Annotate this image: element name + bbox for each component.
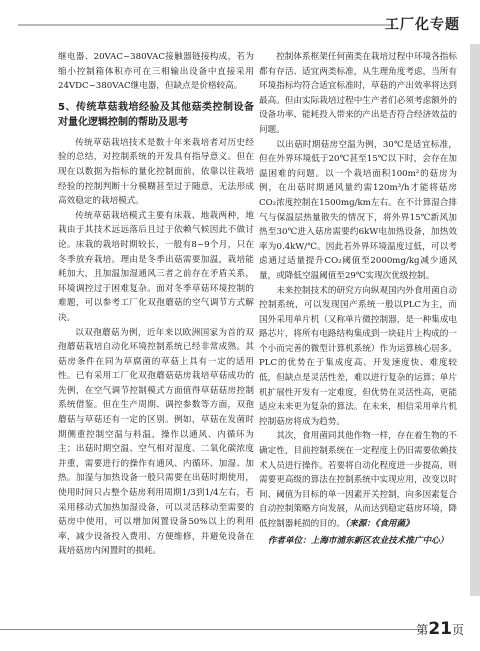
paragraph [259,429,457,531]
paragraph: 传统草菇栽培技术是数十年来栽培者对历史经验的总结，对控制系统的开发具有指导意义。但在现在以数据为指标的量化控制面前，依靠以往栽培经验的控制判断十分模糊甚至过于随意，无法形成高效稳定的栽培模式。 [58,137,254,207]
page-suffix: 页 [451,623,464,637]
page-footer [0,617,480,651]
footer-rule [0,629,422,630]
paragraph: 传统草菇栽培模式主要有床栽、地栽两种，地栽由于其技术远远落后且过于依赖气候因此不做讨论。床栽的栽培时期较长，一般有8~9个月，只在冬季放弃栽培。理由是冬季出菇需要加温，栽培能耗加大，且加温加湿通风三者之前存在矛盾关系，环境调控过于困难复杂。面对冬季草菇环境控制的难题，可以参考工厂化双孢蘑菇的空气调节方式解决。 [58,210,254,323]
section-heading: 5、传统草菇栽培经验及其他菇类控制设备对量化逻辑控制的帮助及思考 [58,101,254,128]
section-title: 工厂化专题 [385,17,460,33]
page-number-value: 21 [428,619,452,639]
source-name: 《食用菌》 [375,519,414,529]
paragraph: 未来控制技术的研究方向纵观国内外食用菌自动控制系统，可以发现国产系统一般以PLC为主，而国外采用单片机（又称单片微控制器，是一种集成电路芯片，将所有电路结构集成到一块硅片上构成的一个小而完善的微型计算机系统）作为运算核心居多。PLC的优势在于集成度高、开发速度快、难度较低，但缺点是灵活性差，难以进行复杂的运算；单片机扩展性开发有一定难度，但优势在灵活性高，更能适应未来更为复杂的算法。在未来，相信采用单片机控制菇房将成为趋势。 [259,285,457,427]
page-prefix: 第 [416,623,429,637]
paragraph: 控制体系框架任何菌类在栽培过程中环境各指标都有存活、适宜两类标准，从生理角度考虑，当所有环境指标均符合适宜标准时，草菇的产出效率将达到最高。但由实际栽培过程中生产者们必须考虑额外的设备功率、能耗投入带来的产出是否符合经济效益的问题。 [259,52,457,135]
page-header [0,0,480,40]
header-rule [18,24,394,26]
page-number [416,619,464,639]
left-column [58,50,254,559]
margin-bar [470,44,480,596]
paragraph: 以双孢蘑菇为例，近年来以欧洲国家为首的双孢蘑菇栽培自动化环境控制系统已经非常成熟。其菇房条件在同为草腐菌的草菇上具有一定的适用性。已有采用工厂化双孢蘑菇菇房栽培草菇成功的先例，在空气调节控制模式方面值得草菇菇房控制系统借鉴。但在生产周期、调控参数等方面，双孢蘑菇与草菇还有一定的区别。例如，草菇在发菌时期侧重控制空温与料温，操作以通风、内循环为主；出菇时期空温、空气相对湿度、二氧化碳浓度并重，需要进行的操作有通风、内循环、加湿、加热。加湿与加热设备一般只需要在出菇时期使用，使用时间只占整个菇房利用周期1/3到1/4左右，若采用移动式加热加湿设备，可以灵活移动至需要的菇房中使用，可以增加闲置设备50%以上的利用率，减少设备投入费用、方便维修，并避免设备在栽培菇房内闲置时的损耗。 [58,327,254,557]
paragraph: 继电器、20VAC~380VAC接触器链接构成，若为缩小控制箱体积亦可在三相输出设备中直接采用24VDC~380VAC继电器，但缺点是价格较高。 [58,52,254,92]
paragraph: 以出菇时期菇房空温为例，30℃是适宜标准，但在外界环境低于20℃甚至15℃以下时，会存在加温困难的问题。以一个栽培面积100m²的菇房为例，在出菇时期通风量约需120m³/h才能将菇房CO₂浓度控制在1500mg/km左右。在不计算湿合排气与保温层热量散失的情况下，将外界15℃新风加热至30℃进入菇房需要约6kW电加热设备，加热效率为0.4kW/℃。因此若外界环境温度过低，可以考虑通过适量提升CO₂阈值至2000mg/kg减少通风量，或降低空温阈值至29℃实现次优级控制。 [259,139,457,281]
paragraph-text: 其次，食用菌同其他作物一样，存在着生物的不确定性，目前控制系统在一定程度上仍旧需要依赖技术人员进行操作。若要将自动化程度进一步提高，则需要更高级的算法在控制系统中实现应用，改变以时间、阈值为目标的单一因素开关控制，向多因素复合自动控制策略方向发展，从而达到稳定菇房环境，降低控制器耗损的目的。 [259,431,457,529]
source-label: （来源： [344,519,376,529]
right-column [259,50,457,548]
author-affiliation: 作者单位：上海市浦东新区农业技术推广中心） [267,535,449,546]
